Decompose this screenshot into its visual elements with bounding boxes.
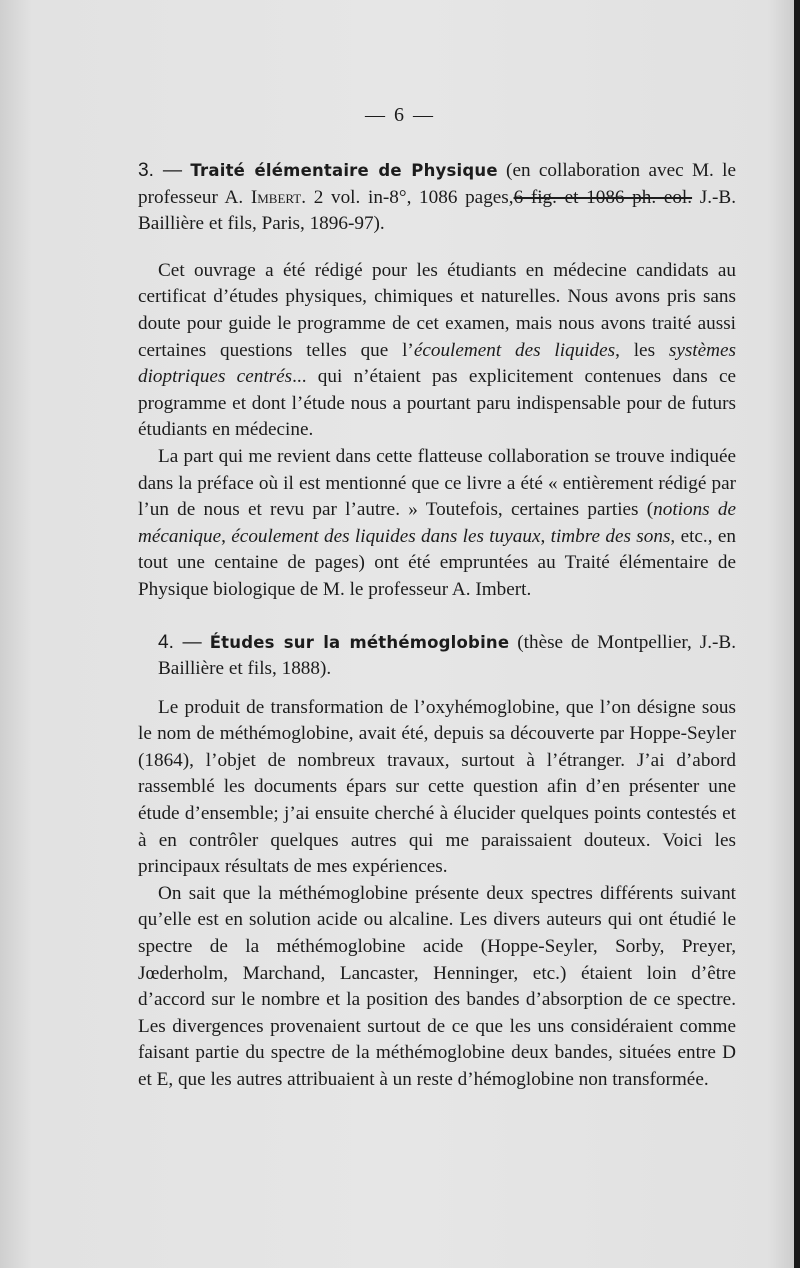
text-run: ,	[540, 525, 551, 547]
entry-3-info-c: J.-B. Baillière et fils, Paris, 1896-97).	[138, 186, 736, 235]
italic-run: systèmes dioptriques centrés	[138, 339, 736, 388]
entry-4-heading	[138, 630, 736, 683]
entry-4-info: (thèse de Montpellier, J.-B. Baillière et fils, 1888).	[158, 631, 736, 680]
entry-4-paragraph-1: Le produit de transformation de l’oxyhémoglobine, que l’on désigne sous le nom de méthémoglobine, avait été, depuis sa découverte par Hoppe-Seyler (1864), l’objet de nombreux travaux, surtout à l’étranger. J’ai d’abord rassemblé les documents épars sur cette question afin d’en présenter une étude d’ensemble; j’ai ensuite cherché à élucider quelques points contestés et à en contrôler quelques autres qui me paraissaient douteux. Voici les principaux résultats de mes expériences.	[138, 696, 736, 878]
page-content	[138, 158, 736, 1094]
text-run: ,	[221, 525, 232, 547]
italic-run: écoulement des liquides dans les tuyaux	[231, 525, 541, 547]
entry-3-title: Traité élémentaire de Physique	[190, 161, 498, 180]
entry-3-heading	[138, 158, 736, 238]
italic-run: notions de mécanique	[138, 499, 736, 547]
entry-3-struck-text: 6 fig. et 1086 ph. eol.	[513, 186, 693, 208]
text-run: ... qui n’étaient pas explicitement contenues dans ce programme et dont l’étude nous a pourtant paru indispensable pour de futurs étudiants en médecine.	[138, 366, 736, 441]
text-run: , les	[615, 339, 669, 361]
entry-4-paragraph-2: On sait que la méthémoglobine présente deux spectres différents suivant qu’elle est en solution acide ou alcaline. Les divers auteurs qui ont étudié le spectre de la méthémoglobine acide (Hoppe-Seyler, Sorby, Preyer, Jœderholm, Marchand, Lancaster, Henninger, etc.) étaient loin d’être d’accord sur le nombre et la position des bandes d’absorption de ce spectre. Les divergences provenaient surtout de ce que les uns considéraient comme faisant partie du spectre de la méthémoglobine deux bandes, situées entre D et E, que les autres attribuaient à un reste d’hémoglobine non transformée.	[138, 882, 736, 1090]
text-run: , etc., en tout une centaine de pages) ont été empruntées au Traité élémentaire de Physique biologique de M. le professeur A. Imbert.	[138, 525, 736, 600]
entry-3-number: 3. —	[138, 160, 183, 181]
page-number: — 6 —	[365, 104, 435, 126]
entry-3-info-a: (en collaboration avec M. le professeur A.	[138, 160, 736, 208]
entry-4-title: Études sur la méthémoglobine	[209, 632, 510, 652]
italic-run: timbre des sons	[550, 525, 671, 547]
entry-3-paragraph-2	[138, 444, 736, 604]
scan-edge	[794, 0, 800, 1268]
entry-3-info-b: . 2 vol. in-8°, 1086 pages,	[301, 186, 514, 208]
entry-3-author: Imbert	[250, 186, 302, 208]
italic-run: écoulement des liquides	[413, 339, 616, 361]
text-run: Cet ouvrage a été rédigé pour les étudiants en médecine candidats au certificat d’études physiques, chimiques et naturelles. Nous avons pris sans doute pour guide le programme de cet examen, mais nous avons traité aussi certaines questions telles que l’	[138, 259, 736, 361]
text-run: La part qui me revient dans cette flatteuse collaboration se trouve indiquée dans la préface où il est mentionné que ce livre a été « entièrement rédigé par l’un de nous et revu par l’autre. » Toutefois, certaines parties (	[138, 445, 736, 521]
entry-4-number: 4. —	[158, 631, 202, 653]
entry-3-paragraph-1	[138, 258, 736, 444]
